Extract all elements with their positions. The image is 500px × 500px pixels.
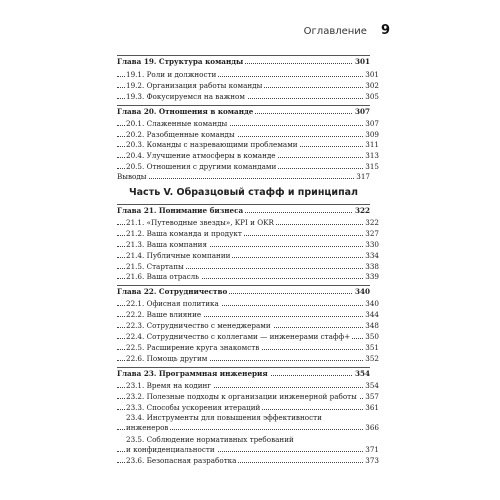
toc-page-number: 350 xyxy=(365,332,379,341)
toc-page-number: 315 xyxy=(365,162,379,171)
toc-page-number: 307 xyxy=(354,107,370,116)
toc-entry-title: 22.4. Сотрудничество с коллегами — инженерами стафф+ xyxy=(126,332,351,341)
toc-entry[interactable] xyxy=(117,343,379,352)
toc-entry[interactable] xyxy=(117,272,379,281)
toc-entry-title: 21.2. Ваша команда и продукт xyxy=(126,229,242,238)
toc-page-number: 352 xyxy=(365,354,379,363)
toc-page-number: 301 xyxy=(354,57,370,66)
toc-entry-title: 22.2. Ваше влияние xyxy=(126,310,202,319)
page-number: 9 xyxy=(380,23,390,38)
toc-entry[interactable] xyxy=(117,299,379,308)
part-heading: Часть V. Образцовый стафф и принципал xyxy=(128,187,359,198)
running-header-title: Оглавление xyxy=(303,26,367,37)
toc-page-number: 311 xyxy=(365,140,379,149)
toc-entry[interactable] xyxy=(117,119,379,128)
toc-entry[interactable] xyxy=(117,70,379,79)
toc-entry-title: 19.3. Фокусируемся на важном xyxy=(126,92,245,101)
toc-page-number: 313 xyxy=(365,151,379,160)
toc-entry-title: 23.2. Полезные подходы к организации инженерной работы xyxy=(126,392,357,401)
toc-chapter-title: Глава 19. Структура команды xyxy=(117,57,244,66)
toc-page-number: 305 xyxy=(365,92,379,101)
chapter-rule xyxy=(117,285,370,286)
running-header xyxy=(304,23,390,38)
toc-entry-title: 21.3. Ваша компания xyxy=(126,240,207,249)
toc-page-number: 351 xyxy=(365,343,379,352)
toc-entry-title: 21.5. Стартапы xyxy=(126,262,184,271)
toc-entry-title: Выводы xyxy=(117,172,147,181)
toc-page-number: 317 xyxy=(356,172,370,181)
toc-entry-title: 21.4. Публичные компании xyxy=(126,251,231,260)
toc-entry-title-continued: инженеров xyxy=(126,423,169,432)
toc-entry-title: 20.1. Слаженные команды xyxy=(126,119,228,128)
toc-page-number: 330 xyxy=(365,240,379,249)
toc-page-number: 301 xyxy=(365,70,379,79)
toc-entry-title: 23.6. Безопасная разработка xyxy=(126,456,237,465)
toc-page-number: 302 xyxy=(365,81,379,90)
toc-page-number: 340 xyxy=(354,287,370,296)
toc-entry[interactable] xyxy=(117,310,379,319)
toc-chapter-21[interactable] xyxy=(117,206,370,215)
toc-page-number: 322 xyxy=(354,206,370,215)
toc-entry[interactable] xyxy=(117,456,379,465)
toc-entry[interactable] xyxy=(117,354,379,363)
toc-entry-title-continued: и конфиденциальности xyxy=(126,445,215,454)
toc-page-number: 322 xyxy=(365,218,379,227)
toc-page-number: 344 xyxy=(365,310,379,319)
toc-entry-title: 22.3. Сотрудничество с менеджерами xyxy=(126,321,271,330)
toc-entry[interactable] xyxy=(117,151,379,160)
toc-entry[interactable] xyxy=(117,423,379,432)
chapter-rule xyxy=(117,204,370,205)
toc-page-number: 371 xyxy=(365,445,379,454)
toc-page-number: 361 xyxy=(365,403,379,412)
toc-entry[interactable] xyxy=(117,229,379,238)
toc-entry[interactable] xyxy=(117,251,379,260)
toc-chapter-20[interactable] xyxy=(117,107,370,116)
chapter-rule xyxy=(117,55,370,56)
toc-entry[interactable] xyxy=(117,172,370,181)
toc-entry-title: 21.1. «Путеводные звезды», KPI и OKR xyxy=(126,218,274,227)
toc-entry-title: 23.3. Способы ускорения итераций xyxy=(126,403,261,412)
toc-chapter-22[interactable] xyxy=(117,287,370,296)
toc-page-number: 357 xyxy=(365,392,379,401)
toc-page-number: 327 xyxy=(365,229,379,238)
toc-page-number: 339 xyxy=(365,272,379,281)
toc-chapter-title: Глава 22. Сотрудничество xyxy=(117,287,228,296)
toc-entry[interactable] xyxy=(117,240,379,249)
toc-chapter-23[interactable] xyxy=(117,369,370,378)
toc-entry-title: 23.4. Инструменты для повышения эффективности xyxy=(126,413,322,422)
toc-entry-title: 22.5. Расширение круга знакомств xyxy=(126,343,260,352)
toc-entry-title: 23.1. Время на кодинг xyxy=(126,381,212,390)
toc-entry-title: 22.1. Офисная политика xyxy=(126,299,219,308)
toc-chapter-19[interactable] xyxy=(117,57,370,66)
toc-entry[interactable] xyxy=(117,140,379,149)
toc-entry-title: 20.5. Отношения с другими командами xyxy=(126,162,277,171)
toc-entry-title: 20.2. Разобщенные команды xyxy=(126,130,235,139)
toc-entry[interactable] xyxy=(117,445,379,454)
toc-entry[interactable] xyxy=(117,332,379,341)
toc-entry[interactable] xyxy=(117,130,379,139)
toc-entry-title: 21.6. Ваша отрасль xyxy=(126,272,200,281)
chapter-rule xyxy=(117,367,370,368)
toc-page-number: 338 xyxy=(365,262,379,271)
toc-chapter-title: Глава 23. Программная инженерия xyxy=(117,369,268,378)
chapter-rule xyxy=(117,105,370,106)
toc-entry-title: 22.6. Помощь другим xyxy=(126,354,208,363)
toc-entry[interactable] xyxy=(117,403,379,412)
toc-entry-title: 20.4. Улучшение атмосферы в команде xyxy=(126,151,276,160)
toc-entry-title: 19.2. Организация работы команды xyxy=(126,81,263,90)
toc-entry xyxy=(117,413,379,422)
toc-page-number: 354 xyxy=(354,369,370,378)
toc-entry-title: 20.3. Команды с назревающими проблемами xyxy=(126,140,298,149)
toc-page-number: 340 xyxy=(365,299,379,308)
toc-chapter-title: Глава 20. Отношения в команде xyxy=(117,107,254,116)
toc-page-number: 334 xyxy=(365,251,379,260)
toc-entry[interactable] xyxy=(117,218,379,227)
toc-entry[interactable] xyxy=(117,321,379,330)
toc-page-number: 366 xyxy=(365,423,379,432)
toc-page-number: 307 xyxy=(365,119,379,128)
toc-page-number: 354 xyxy=(365,381,379,390)
toc-entry[interactable] xyxy=(117,92,379,101)
toc-entry-title: 23.5. Соблюдение нормативных требований xyxy=(126,435,294,444)
toc-entry-title: 19.1. Роли и должности xyxy=(126,70,217,79)
toc-page-number: 348 xyxy=(365,321,379,330)
toc-entry[interactable] xyxy=(117,262,379,271)
toc-chapter-title: Глава 21. Понимание бизнеса xyxy=(117,206,244,215)
toc-entry[interactable] xyxy=(117,381,379,390)
toc-page-number: 373 xyxy=(365,456,379,465)
toc-entry[interactable] xyxy=(117,392,379,401)
toc-entry[interactable] xyxy=(117,162,379,171)
toc-page-number: 309 xyxy=(365,130,379,139)
toc-entry xyxy=(117,435,379,444)
toc-entry[interactable] xyxy=(117,81,379,90)
